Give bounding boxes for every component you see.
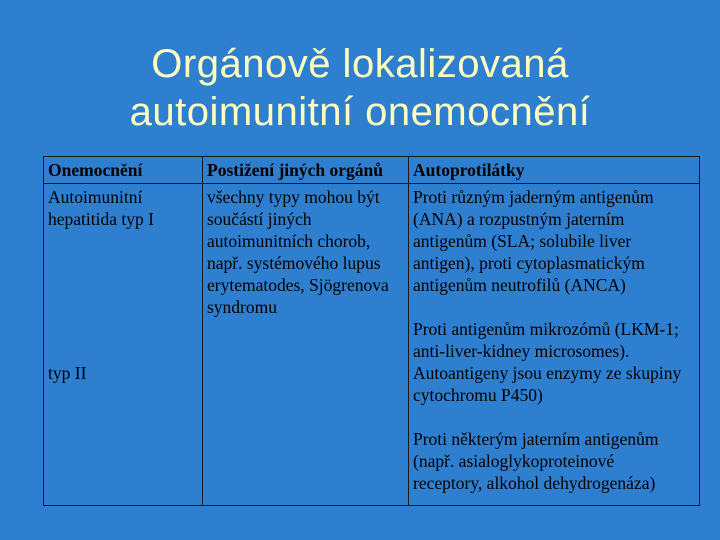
antibody-p3-line-2: (např. asialoglykoproteinové <box>413 451 615 471</box>
organ-text-line-4: např. systémového lupus <box>207 253 381 273</box>
header-autoprotilatky: Autoprotilátky <box>409 157 700 184</box>
organ-text-line-6: syndromu <box>207 297 277 317</box>
header-onemocneni: Onemocnění <box>44 157 203 184</box>
cell-onemocneni <box>44 184 203 506</box>
slide-title <box>0 40 720 136</box>
disease-name-line-2: hepatitida typ I <box>48 209 154 229</box>
antibody-p2-line-2: anti-liver-kidney microsomes). <box>413 341 630 361</box>
slide-title-line-1: Orgánově lokalizovaná <box>151 42 569 86</box>
disease-name-line-1: Autoimunitní <box>48 187 143 207</box>
antibody-p1-line-2: (ANA) a rozpustným jaterním <box>413 209 625 229</box>
cell-postizeni <box>203 184 409 506</box>
antibody-p1-line-5: antigenům neutrofilů (ANCA) <box>413 275 626 295</box>
autoimmune-table <box>43 156 700 506</box>
table-row <box>44 184 700 506</box>
organ-text-line-5: erytematodes, Sjögrenova <box>207 275 389 295</box>
slide-title-line-2: autoimunitní onemocnění <box>129 90 591 134</box>
antibody-p2-line-3: Autoantigeny jsou enzymy ze skupiny <box>413 363 682 383</box>
header-postizeni: Postižení jiných orgánů <box>203 157 409 184</box>
table-header-row <box>44 157 700 184</box>
organ-text-line-3: autoimunitních chorob, <box>207 231 371 251</box>
antibody-p1-line-3: antigenům (SLA; solubile liver <box>413 231 632 251</box>
organ-text-line-2: součástí jiných <box>207 209 312 229</box>
autoimmune-table-container <box>43 156 696 506</box>
organ-text-line-1: všechny typy mohou být <box>207 187 380 207</box>
antibody-p1-line-1: Proti různým jaderným antigenům <box>413 187 654 207</box>
antibody-p2-line-4: cytochromu P450) <box>413 385 543 405</box>
cell-autoprotilatky <box>409 184 700 506</box>
antibody-p3-line-3: receptory, alkohol dehydrogenáza) <box>413 473 656 493</box>
antibody-p2-line-1: Proti antigenům mikrozómů (LKM-1; <box>413 319 679 339</box>
antibody-p3-line-1: Proti některým jaterním antigenům <box>413 429 659 449</box>
disease-type-2: typ II <box>48 363 87 383</box>
antibody-p1-line-4: antigen), proti cytoplasmatickým <box>413 253 645 273</box>
